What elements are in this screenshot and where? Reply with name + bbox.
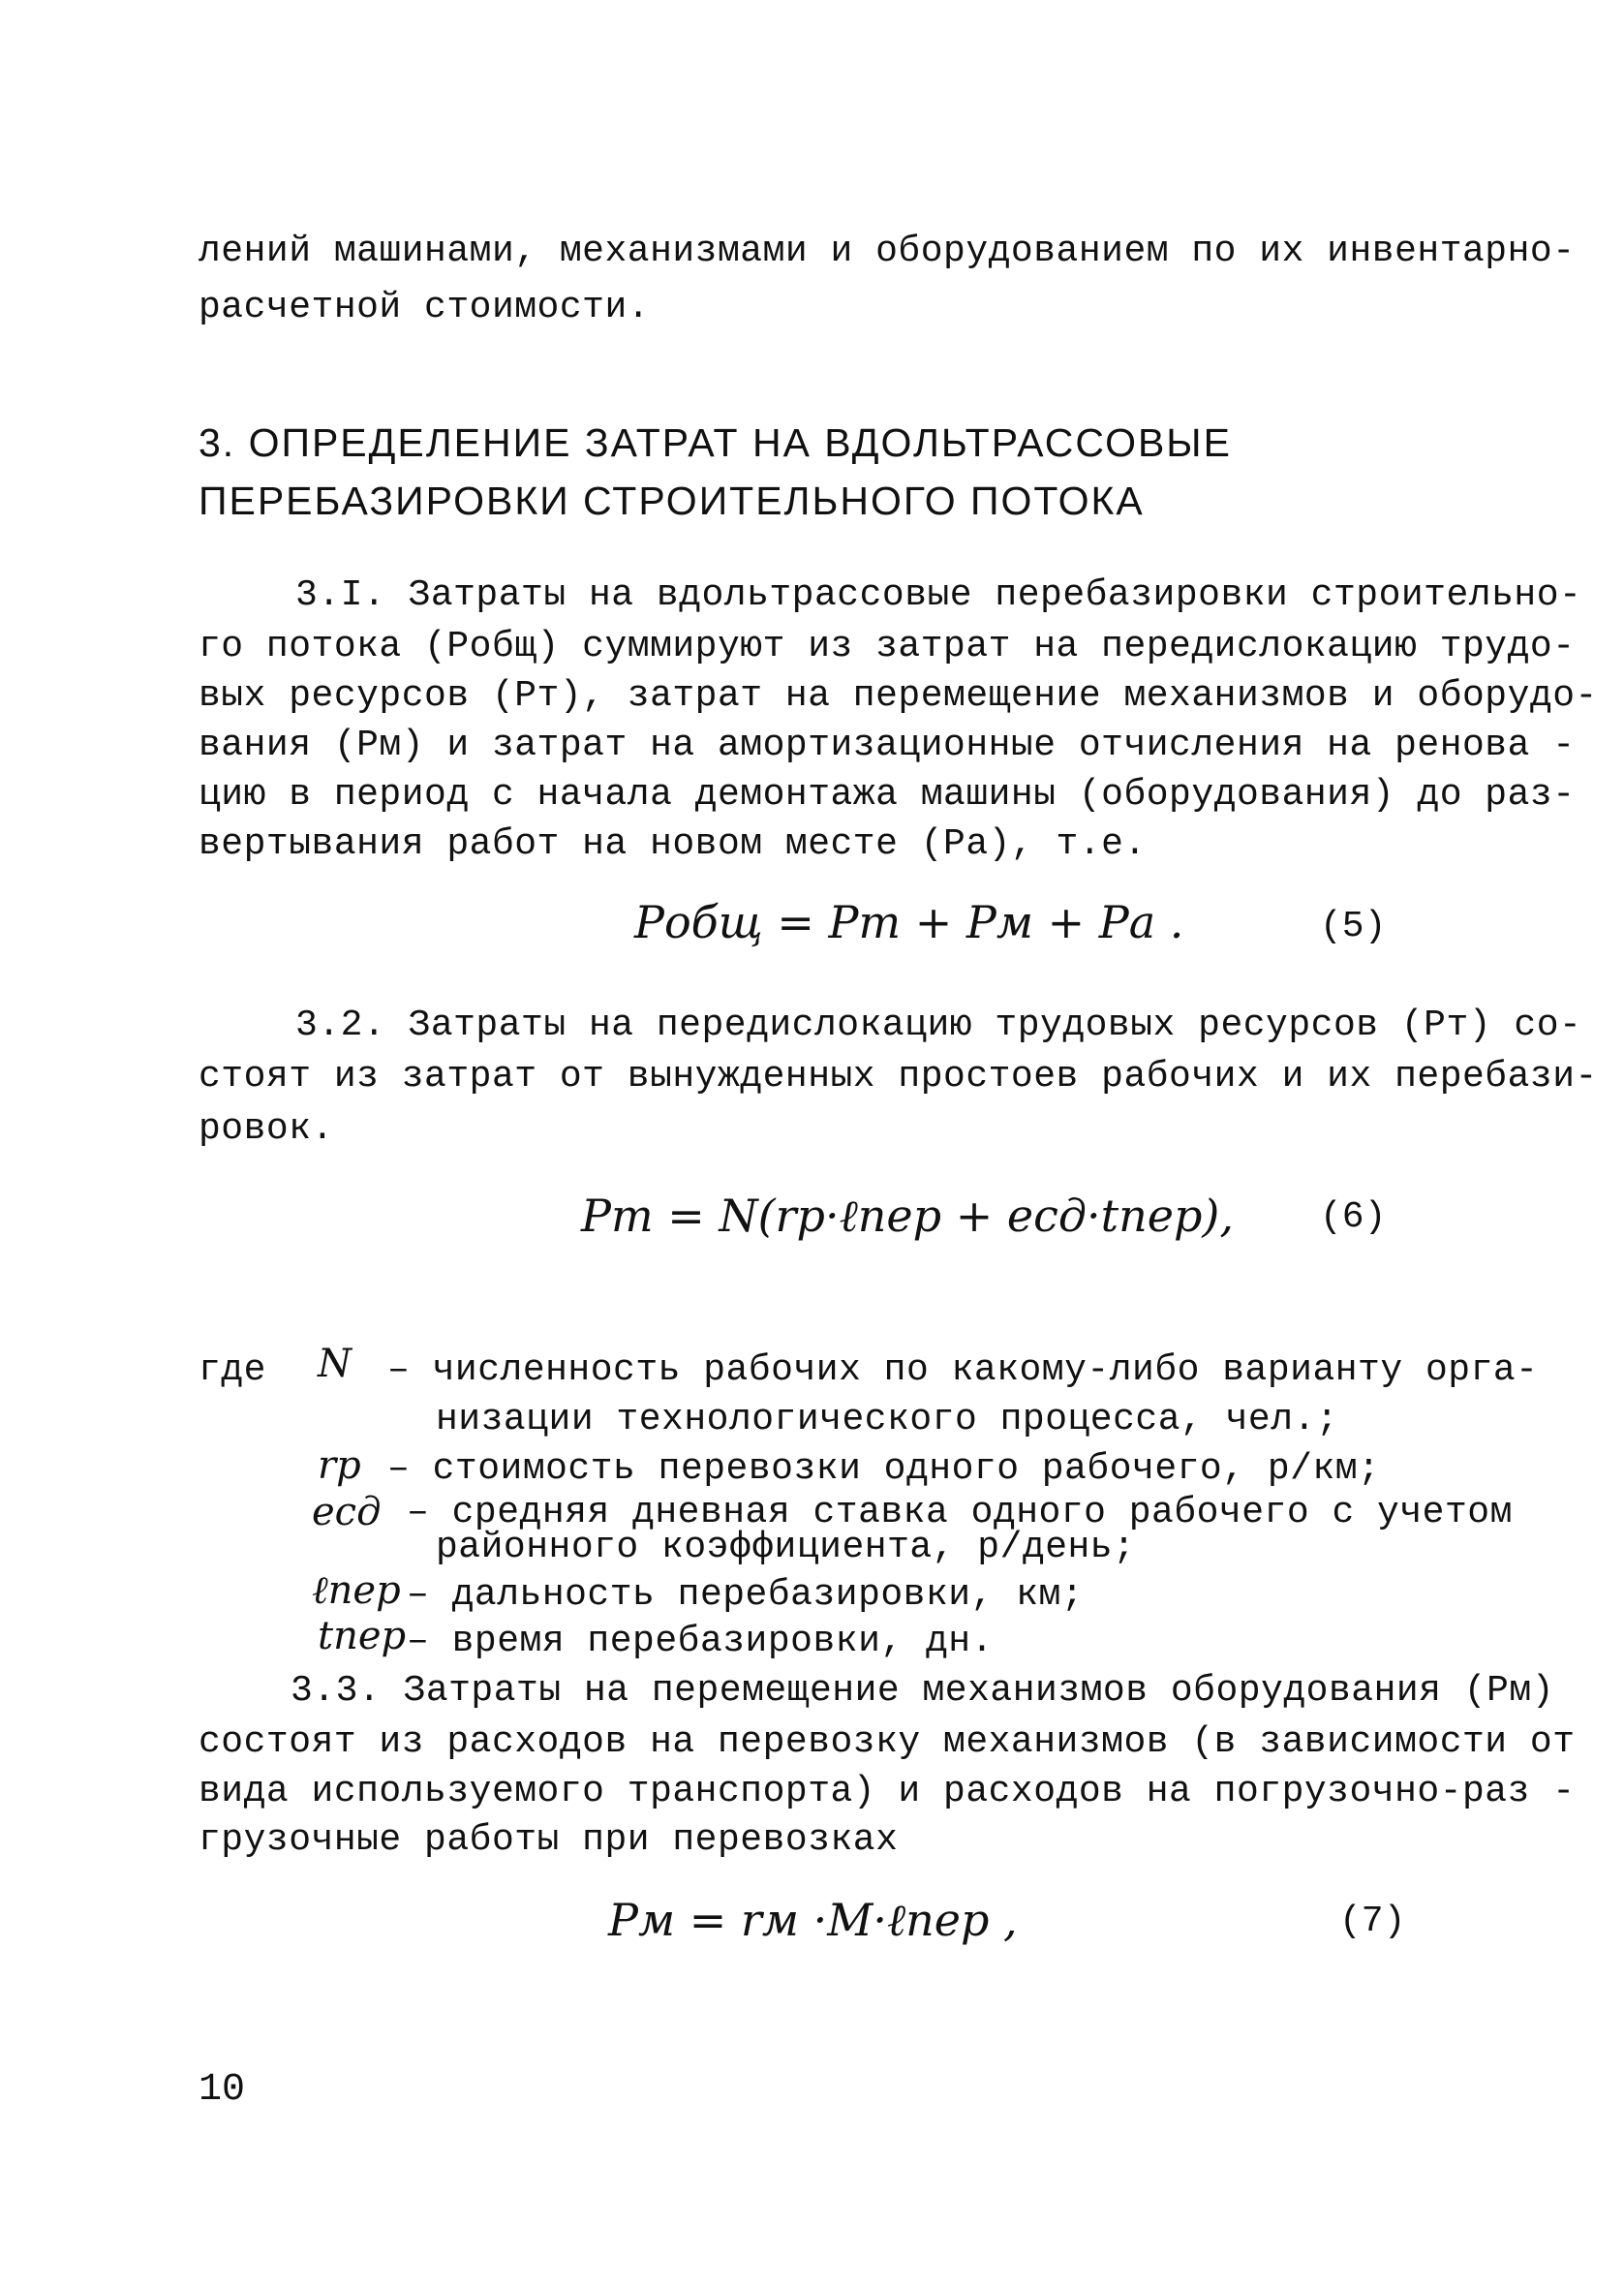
definition-symbol: N <box>318 1342 352 1386</box>
formula-7: Pм = rм ·M·ℓпер , <box>608 1894 1018 1946</box>
paragraph-3-2-line: 3.2. Затраты на передислокацию трудовых ресурсов (Pт) со- <box>295 1005 1582 1046</box>
definition-text: – численность рабочих по какому-либо варианту орга- <box>387 1349 1539 1391</box>
paragraph-3-3-line: 3.3. Затраты на перемещение механизмов оборудования (Pм) <box>291 1670 1555 1712</box>
intro-line: лений машинами, механизмами и оборудованием по их инвентарно- <box>199 231 1576 272</box>
paragraph-3-1-line: го потока (Pобщ) суммируют из затрат на передислокацию трудо- <box>199 626 1576 667</box>
paragraph-3-2-line: стоят из затрат от вынужденных простоев рабочих и их перебази- <box>199 1056 1598 1098</box>
paragraph-3-1-line: цию в период с начала демонтажа машины (оборудования) до раз- <box>199 774 1576 816</box>
paragraph-3-1-line: 3.I. Затраты на вдольтрассовые перебазировки строительно- <box>295 574 1582 616</box>
definition-symbol: ecд <box>312 1490 382 1534</box>
definition-text: низации технологического процесса, чел.; <box>436 1399 1339 1440</box>
paragraph-3-1-line: вертывания работ на новом месте (Pа), т.е. <box>199 823 1147 865</box>
formula-5-number: (5) <box>1320 906 1387 947</box>
definition-text: – время перебазировки, дн. <box>407 1621 994 1662</box>
definition-text: районного коэффициента, р/день; <box>436 1527 1136 1568</box>
formula-6: Pт = N(rр·ℓпер + ecд·tпер), <box>581 1190 1234 1242</box>
paragraph-3-3-line: вида используемого транспорта) и расходов на погрузочно-раз - <box>199 1771 1576 1812</box>
definition-symbol: ℓпер <box>312 1568 401 1613</box>
section-heading: ПЕРЕБАЗИРОВКИ СТРОИТЕЛЬНОГО ПОТОКА <box>199 479 1145 523</box>
paragraph-3-1-line: вания (Pм) и затрат на амортизационные отчисления на ренова - <box>199 725 1576 766</box>
paragraph-3-3-line: грузочные работы при перевозках <box>199 1819 899 1861</box>
formula-5: Pобщ = Pт + Pм + Pа . <box>634 896 1184 948</box>
paragraph-3-3-line: состоят из расходов на перевозку механизмов (в зависимости от <box>199 1721 1576 1763</box>
definition-symbol: tпер <box>318 1614 407 1658</box>
intro-line: расчетной стоимости. <box>199 287 651 328</box>
definition-text: – стоимость перевозки одного рабочего, р/км; <box>387 1448 1381 1490</box>
where-label: где <box>199 1349 266 1391</box>
definition-symbol: rр <box>318 1443 361 1488</box>
paragraph-3-1-line: вых ресурсов (Pт), затрат на перемещение механизмов и оборудо- <box>199 675 1598 717</box>
definition-text: – дальность перебазировки, км; <box>407 1574 1085 1616</box>
section-heading: 3. ОПРЕДЕЛЕНИЕ ЗАТРАТ НА ВДОЛЬТРАССОВЫЕ <box>199 420 1232 465</box>
formula-6-number: (6) <box>1320 1196 1387 1238</box>
paragraph-3-2-line: ровок. <box>199 1108 334 1150</box>
page-number: 10 <box>199 2068 246 2112</box>
definition-text: – средняя дневная ставка одного рабочего с учетом <box>407 1492 1513 1533</box>
formula-7-number: (7) <box>1339 1901 1406 1942</box>
